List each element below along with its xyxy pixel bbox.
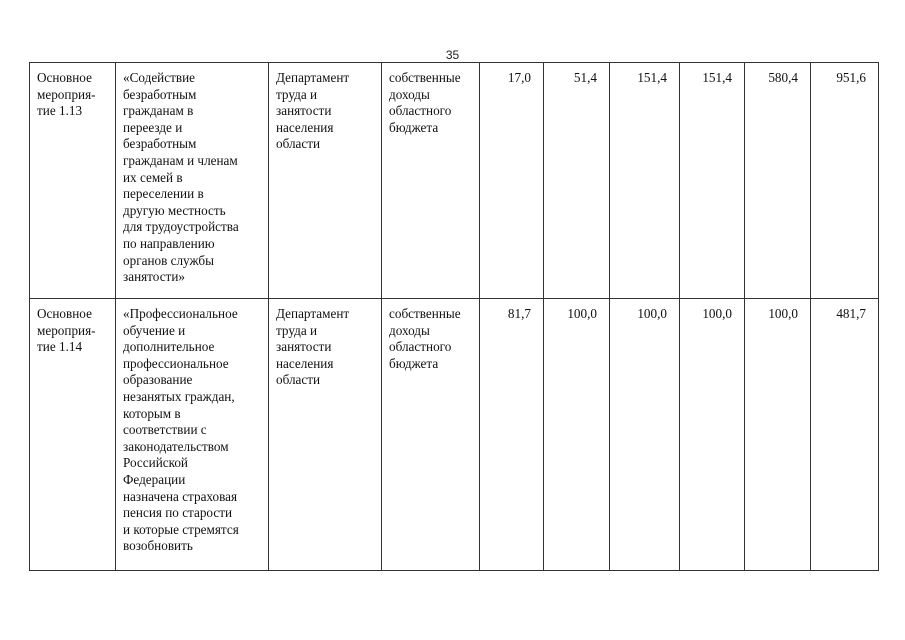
value-cell: 17,0 — [480, 63, 544, 299]
page-number: 35 — [445, 48, 460, 62]
executor-cell: Департамент труда и занятости населения области — [269, 63, 382, 299]
funding-source-cell: собственные доходы областного бюджета — [382, 299, 480, 571]
executor-cell: Департамент труда и занятости населения области — [269, 299, 382, 571]
value-cell: 100,0 — [680, 299, 745, 571]
value-cell: 100,0 — [745, 299, 811, 571]
value-cell: 100,0 — [544, 299, 610, 571]
value-cell: 151,4 — [680, 63, 745, 299]
event-cell: Основное мероприя- тие 1.14 — [30, 299, 116, 571]
value-cell: 81,7 — [480, 299, 544, 571]
table-row — [30, 63, 879, 299]
event-cell: Основное мероприя- тие 1.13 — [30, 63, 116, 299]
table-row — [30, 299, 879, 571]
event-name-cell: «Содействие безработным гражданам в переезде и безработным гражданам и членам их семей в переселении в другую местность для трудоустройства по направлению органов службы занятости» — [116, 63, 269, 299]
value-cell: 151,4 — [610, 63, 680, 299]
event-name-cell: «Профессиональное обучение и дополнительное профессиональное образование незанятых граждан, которым в соответствии с законодательством Российской Федерации назначена страховая пенсия по старости и которые стремятся возобновить — [116, 299, 269, 571]
funding-source-cell: собственные доходы областного бюджета — [382, 63, 480, 299]
total-cell: 951,6 — [811, 63, 879, 299]
value-cell: 100,0 — [610, 299, 680, 571]
total-cell: 481,7 — [811, 299, 879, 571]
budget-table — [29, 62, 879, 571]
value-cell: 51,4 — [544, 63, 610, 299]
value-cell: 580,4 — [745, 63, 811, 299]
